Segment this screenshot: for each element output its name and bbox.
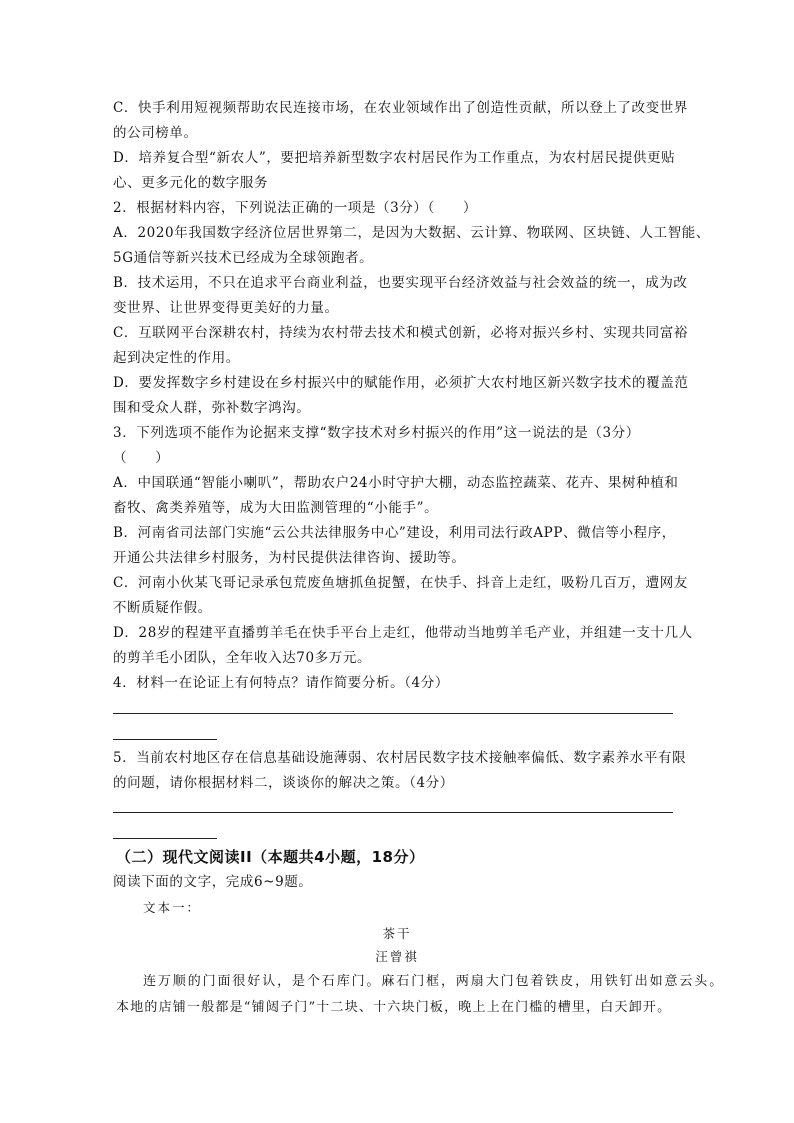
q1-option-c-line2: 的公司榜单。 <box>113 125 198 141</box>
article-author: 汪曾祺 <box>375 949 419 964</box>
q3-stem-line2: （ ） <box>113 450 170 466</box>
q3-option-b-line1: B．河南省司法部门实施“云公共法律服务中心”建设，利用司法行政APP、微信等小程序， <box>113 525 676 541</box>
q1-option-d-line2: 心、更多元化的数字服务 <box>113 175 269 191</box>
q3-stem-line1: 3．下列选项不能作为论据来支撑“数字技术对乡村振兴的作用”这一说法的是（3分） <box>113 425 640 441</box>
q2-stem: 2．根据材料内容，下列说法正确的一项是（3分）（ ） <box>113 200 478 216</box>
article-title: 茶干 <box>382 926 412 941</box>
q2-option-a-line1: A．2020年我国数字经济位居世界第二，是因为大数据、云计算、物联网、区块链、人工智能、 <box>113 225 711 241</box>
section-instruction: 阅读下面的文字，完成6~9题。 <box>113 874 313 890</box>
section-heading: （二）现代文阅读II（本题共4小题，18分） <box>116 848 425 866</box>
q2-option-d-line1: D．要发挥数字乡村建设在乡村振兴中的赋能作用，必须扩大农村地区新兴数字技术的覆盖范 <box>113 375 689 391</box>
q5-answer-line-1[interactable] <box>113 812 673 813</box>
q1-option-d-line1: D．培养复合型“新农人”，要把培养新型数字农村居民作为工作重点，为农村居民提供更贴 <box>113 150 676 166</box>
q2-option-b-line2: 变世界、让世界变得更美好的力量。 <box>113 300 339 316</box>
article-paragraph-line2: 本地的店铺一般都是“铺闼子门”十二块、十六块门板，晚上上在门槛的槽里，白天卸开。 <box>116 1000 672 1015</box>
q3-option-c-line2: 不断质疑作假。 <box>113 600 212 616</box>
q3-option-d-line2: 的剪羊毛小团队，全年收入达70多万元。 <box>113 650 372 666</box>
q2-option-b-line1: B．技术运用，不只在追求平台商业利益，也要实现平台经济效益与社会效益的统一，成为改 <box>113 275 688 291</box>
q2-option-c-line2: 起到决定性的作用。 <box>113 350 240 366</box>
q4-answer-line-2[interactable] <box>113 739 217 740</box>
article-paragraph-line1: 连万顺的门面很好认，是个石库门。麻石门框，两扇大门包着铁皮，用铁钉出如意云头。 <box>143 974 725 989</box>
q2-option-a-line2: 5G通信等新兴技术已经成为全球领跑者。 <box>113 250 374 266</box>
q3-option-a-line1: A．中国联通“智能小喇叭”，帮助农户24小时守护大棚，动态监控蔬菜、花卉、果树种植和 <box>113 475 679 491</box>
q4-stem: 4．材料一在论证上有何特点？请作简要分析。（4分） <box>113 675 449 691</box>
q4-answer-line-1[interactable] <box>113 713 673 714</box>
q5-stem-line1: 5．当前农村地区存在信息基础设施薄弱、农村居民数字技术接触率偏低、数字素养水平有限 <box>113 750 687 766</box>
q3-option-a-line2: 畜牧、禽类养殖等，成为大田监测管理的“小能手”。 <box>113 500 439 516</box>
q3-option-c-line1: C．河南小伙某飞哥记录承包荒废鱼塘抓鱼捉蟹，在快手、抖音上走红，吸粉几百万，遭网友 <box>113 575 688 591</box>
q2-option-c-line1: C．互联网平台深耕农村，持续为农村带去技术和模式创新，必将对振兴乡村、实现共同富裕 <box>113 325 688 341</box>
text-label: 文本一： <box>143 900 202 915</box>
q3-option-d-line1: D．28岁的程建平直播剪羊毛在快手平台上走红，他带动当地剪羊毛产业，并组建一支十几人 <box>113 625 693 641</box>
q2-option-d-line2: 围和受众人群，弥补数字鸿沟。 <box>113 400 311 416</box>
q5-answer-line-2[interactable] <box>113 838 217 839</box>
q3-option-b-line2: 开通公共法律乡村服务，为村民提供法律咨询、援助等。 <box>113 550 466 566</box>
q5-stem-line2: 的问题，请你根据材料二，谈谈你的解决之策。（4分） <box>113 775 454 791</box>
q1-option-c-line1: C．快手利用短视频帮助农民连接市场，在农业领域作出了创造性贡献，所以登上了改变世界 <box>113 100 688 116</box>
